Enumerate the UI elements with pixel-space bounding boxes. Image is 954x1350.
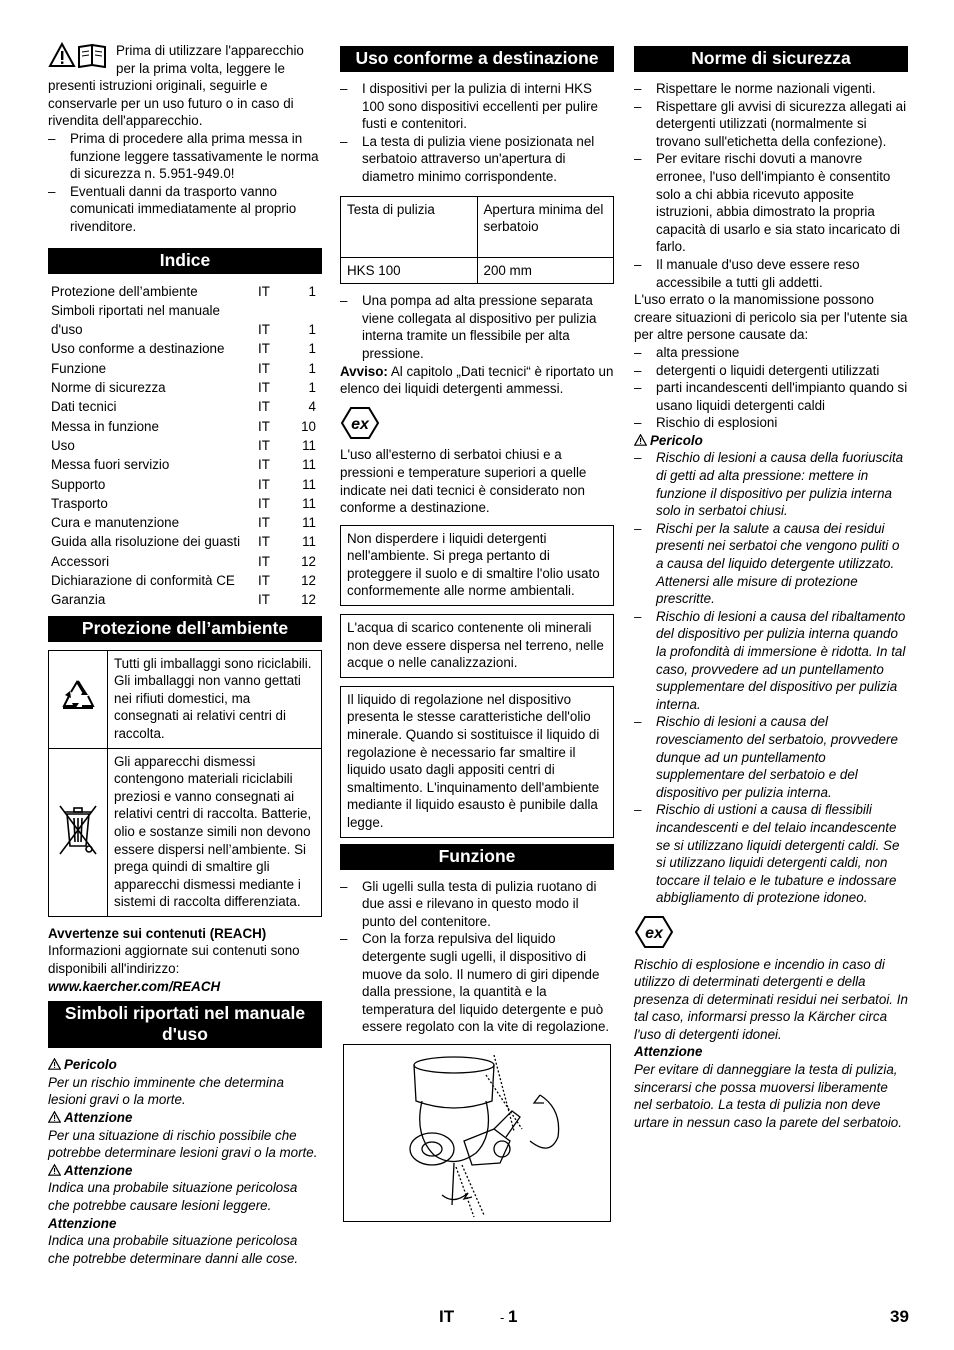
explosion-hazard-icon — [340, 406, 380, 440]
toc-lang: IT — [258, 437, 270, 453]
list-item: – Rischi per la salute a causa dei residui presenti nei serbatoi che vengono puliti o a causa del liquido detergente utilizzato. Attenersi alle misure di protezione prescritte. — [634, 520, 908, 608]
list-item: – Gli ugelli sulla testa di pulizia ruotano di due assi e rilevano in questo modo il punto del contenitore. — [340, 878, 614, 931]
intro — [48, 42, 322, 236]
column-right — [634, 42, 908, 1131]
toc-page: 1 — [308, 360, 316, 376]
recycle-icon-cell — [49, 650, 108, 748]
toc-title: Dichiarazione di conformità CE — [51, 572, 235, 588]
toc-lang: IT — [258, 380, 270, 396]
toc-lang: IT — [258, 495, 270, 511]
toc-row[interactable] — [48, 397, 322, 416]
attenzione-label: Attenzione — [634, 1044, 703, 1060]
toc-title: Protezione dell’ambiente — [51, 283, 198, 299]
symbol-label — [48, 1056, 322, 1074]
toc-title: Simboli riportati nel manuale d'uso — [51, 302, 220, 338]
symbol-label — [48, 1109, 322, 1127]
list-item: – Il manuale d'uso deve essere reso accessibile a tutti gli addetti. — [634, 256, 908, 291]
warning-manual-icon — [48, 42, 108, 68]
toc-page: 4 — [308, 399, 316, 415]
list-item: – detergenti o liquidi detergenti utilizzati — [634, 362, 908, 380]
ex-icon-wrap-2 — [634, 915, 908, 954]
toc-row[interactable] — [48, 494, 322, 513]
toc-page: 1 — [308, 283, 316, 299]
toc-title: Messa fuori servizio — [51, 457, 170, 473]
toc-row[interactable] — [48, 513, 322, 532]
toc-page: 12 — [301, 553, 316, 569]
toc-page: 1 — [308, 322, 316, 338]
toc-title: Norme di sicurezza — [51, 380, 166, 396]
toc-title: Guida alla risoluzione dei guasti — [51, 534, 241, 550]
warning-icon — [48, 1058, 61, 1070]
env-box-3: Il liquido di regolazione nel dispositivo presenta le stesse caratteristiche dell'olio minerale. Quando si sostituisce il liquido di regolazione è necessario far smaltire il liquido usato dagli appositi centri di smaltimento. L'inquinamento dell'ambiente mediante il liquido esausto è punibile dalla legge. — [340, 686, 614, 838]
section-heading-indice: Indice — [48, 248, 322, 274]
list-item: – parti incandescenti dell'impianto quando si usano liquidi detergenti caldi — [634, 379, 908, 414]
env-box-1: Non disperdere i liquidi detergenti nell'ambiente. Si prega pertanto di proteggere il suolo e di smaltire l'olio usato conformemente alle norme ambientali. — [340, 525, 614, 606]
cleaning-head-illustration — [344, 1045, 610, 1221]
avviso — [340, 363, 614, 398]
table-header-opening: Apertura minima del serbatoio — [477, 196, 614, 257]
toc-page: 1 — [308, 341, 316, 357]
warning-icon — [48, 1111, 61, 1123]
toc-title: Uso — [51, 437, 75, 453]
toc-row[interactable] — [48, 532, 322, 551]
toc-lang: IT — [258, 572, 270, 588]
section-heading-ambiente: Protezione dell’ambiente — [48, 616, 322, 642]
toc-lang: IT — [258, 399, 270, 415]
crossed-bin-icon — [55, 802, 101, 858]
list-item: – Eventuali danni da trasporto vanno comunicati immediatamente al proprio rivenditore. — [48, 183, 322, 236]
toc-lang: IT — [258, 592, 270, 608]
norme-list — [634, 80, 908, 291]
table-header-head: Testa di pulizia — [341, 196, 478, 257]
toc-title: Accessori — [51, 553, 110, 569]
toc-title: Dati tecnici — [51, 399, 117, 415]
toc-row[interactable] — [48, 282, 322, 301]
toc-title: Garanzia — [51, 592, 106, 608]
symbol-description: Indica una probabile situazione pericolosa che potrebbe causare lesioni leggere. — [48, 1180, 298, 1214]
recycle-text: Tutti gli imballaggi sono riciclabili. Gli imballaggi non vanno gettati nei rifiuti domestici, ma consegnati ai relativi centri di raccolta. — [108, 650, 322, 748]
ex-text: L'uso all'esterno di serbatoi chiusi e a pressioni e temperature superiori a quelle indicate nei dati tecnici è considerato non conforme a destinazione. — [340, 447, 587, 516]
weee-text: Gli apparecchi dismessi contengono materiali riciclabili preziosi e vanno consegnati ai relativi centri di raccolta. Batterie, olio e sostanze simili non devono essere dispersi nell’ambiente. Si prega quindi di smaltire gli apparecchi dismessi mediante i sistemi di raccolta differenziata. — [108, 748, 322, 916]
symbols-list — [48, 1056, 322, 1267]
symbol-label-text: Attenzione — [64, 1162, 133, 1178]
toc-row[interactable] — [48, 571, 322, 590]
toc-title: Trasporto — [51, 495, 108, 511]
warning-icon — [634, 434, 647, 446]
toc-row[interactable] — [48, 359, 322, 378]
uso-list-2 — [340, 292, 614, 362]
toc-page: 11 — [302, 457, 316, 473]
toc-lang: IT — [258, 515, 270, 531]
list-item: – Rischio di lesioni a causa del ribaltamento del dispositivo per pulizia interna quando la profondità di immersione è ridotta. In tal caso, provvedere ad un puntellamento supplementare del dispositivo per pulizia interna. — [634, 608, 908, 714]
uso-list — [340, 80, 614, 186]
toc-lang: IT — [258, 322, 270, 338]
reach-text: Informazioni aggiornate sui contenuti sono disponibili all'indirizzo: — [48, 943, 300, 977]
toc-row[interactable] — [48, 339, 322, 358]
attenzione-text: Per evitare di danneggiare la testa di pulizia, sincerarsi che possa muoversi liberamente nel serbatoio. La testa di pulizia non deve urtare in nessun caso la parete del serbatoio. — [634, 1062, 902, 1130]
norme-list-2 — [634, 344, 908, 432]
environment-table — [48, 650, 322, 917]
list-item: – Rischio di ustioni a causa di flessibili incandescenti e del telaio incandescente se si utilizzano liquidi detergenti caldi. Se si utilizzano liquidi detergenti caldi, non toccare il telaio e le tubature e indossare abbigliamento di protezione idoneo. — [634, 801, 908, 907]
table-cell-model: HKS 100 — [341, 257, 478, 284]
list-item: – Prima di procedere alla prima messa in funzione leggere tassativamente le norma di sicurezza n. 5.951-949.0! — [48, 130, 322, 183]
intro-list — [48, 130, 322, 236]
toc-page: 12 — [301, 592, 316, 608]
reach-link[interactable]: www.kaercher.com/REACH — [48, 978, 221, 994]
toc-page: 11 — [302, 495, 316, 511]
toc-row[interactable] — [48, 475, 322, 494]
list-item: – Rischio di esplosioni — [634, 414, 908, 432]
svg-text:ex: ex — [351, 415, 369, 433]
toc-row[interactable] — [48, 301, 322, 340]
list-item: – Rischio di lesioni a causa del rovesciamento del serbatoio, provvedere dunque ad un puntellamento supplementare del serbatoio e del dispositivo per pulizia interna. — [634, 713, 908, 801]
recycle-icon — [55, 674, 101, 720]
list-item: – I dispositivi per la pulizia di interni HKS 100 sono dispositivi eccellenti per pulire fusti e contenitori. — [340, 80, 614, 133]
toc-title: Messa in funzione — [51, 418, 159, 434]
toc-page: 11 — [302, 534, 316, 550]
norme-para: L'uso errato o la manomissione possono creare situazioni di pericolo sia per l'utente sia per altre persone causate da: — [634, 292, 908, 343]
symbol-label-text: Pericolo — [64, 1057, 117, 1073]
list-item: – Rispettare le norme nazionali vigenti. — [634, 80, 908, 98]
intro-icons — [48, 42, 110, 70]
toc-lang: IT — [258, 457, 270, 473]
warning-icon — [48, 1164, 61, 1176]
section-heading-simboli: Simboli riportati nel manuale d'uso — [48, 1001, 322, 1048]
table-of-contents — [48, 282, 322, 610]
toc-title: Funzione — [51, 360, 107, 376]
avviso-label: Avviso: — [340, 363, 388, 379]
list-item: – alta pressione — [634, 344, 908, 362]
list-item: – Per evitare rischi dovuti a manovre erronee, l'uso dell'impianto è consentito solo a chi abbia ricevuto apposite istruzioni, abbia dimostrato la propria capacità di usarlo e sia stato incaricato di farlo. — [634, 150, 908, 256]
weee-icon-cell — [49, 748, 108, 916]
toc-page: 11 — [302, 437, 316, 453]
list-item: – La testa di pulizia viene posizionata nel serbatoio attraverso un'apertura di diametro minimo corrispondente. — [340, 133, 614, 186]
list-item: – Rispettare gli avvisi di sicurezza allegati ai detergenti utilizzati (normalmente si trovano sull'etichetta della confezione). — [634, 98, 908, 151]
toc-lang: IT — [258, 553, 270, 569]
reach-title: Avvertenze sui contenuti (REACH) — [48, 925, 267, 941]
toc-lang: IT — [258, 476, 270, 492]
ex-text-2: Rischio di esplosione e incendio in caso di utilizzo di determinati detergenti e della presenza di determinati residui nei serbatoi. In tal caso, informarsi presso la Kärcher circa l'uso di detergenti idonei. — [634, 956, 908, 1042]
pericolo-label — [634, 432, 908, 450]
explosion-hazard-icon — [634, 915, 674, 949]
ex-icon-wrap — [340, 406, 614, 445]
toc-page: 10 — [301, 418, 316, 434]
toc-page: 12 — [301, 572, 316, 588]
svg-text:ex: ex — [645, 924, 663, 942]
toc-title: Cura e manutenzione — [51, 515, 180, 531]
toc-row[interactable] — [48, 590, 322, 609]
list-item: – Con la forza repulsiva del liquido detergente sugli ugelli, il dispositivo di muove da solo. Il numero di giri dipende dalla pressione, la quantità e la temperatura del liquido detergente e può essere regolato con la vite di regolazione. — [340, 930, 614, 1036]
toc-row[interactable] — [48, 455, 322, 474]
list-item: – Una pompa ad alta pressione separata viene collegata al dispositivo per pulizia interna tramite un flessibile per alta pressione. — [340, 292, 614, 362]
toc-lang: IT — [258, 360, 270, 376]
pericolo-list — [634, 449, 908, 906]
toc-row[interactable] — [48, 378, 322, 397]
opening-table — [340, 196, 614, 285]
cleaning-head-figure — [343, 1044, 611, 1222]
symbol-label — [48, 1215, 322, 1233]
symbol-label-text: Attenzione — [48, 1215, 117, 1231]
symbol-description: Per una situazione di rischio possibile che potrebbe determinare lesioni gravi o la morte. — [48, 1127, 318, 1161]
footer-page-number: 39 — [890, 1307, 909, 1326]
symbol-description: Indica una probabile situazione pericolosa che potrebbe determinare danni alle cose. — [48, 1233, 299, 1266]
symbol-label — [48, 1162, 322, 1180]
list-item: – Rischio di lesioni a causa della fuoriuscita di getti ad alta pressione: mettere in funzione il dispositivo per pulizia interna solo in serbatoi chiusi. — [634, 449, 908, 519]
toc-row[interactable] — [48, 552, 322, 571]
toc-page: 11 — [302, 476, 316, 492]
section-heading-norme: Norme di sicurezza — [634, 46, 908, 72]
funzione-list — [340, 878, 614, 1036]
symbol-label-text: Attenzione — [64, 1110, 133, 1126]
footer-lang: IT — [439, 1307, 455, 1326]
toc-lang: IT — [258, 418, 270, 434]
symbol-description: Per un rischio imminente che determina lesioni gravi o la morte. — [48, 1074, 284, 1108]
toc-title: Uso conforme a destinazione — [51, 341, 225, 357]
section-heading-uso: Uso conforme a destinazione — [340, 46, 614, 72]
toc-row[interactable] — [48, 436, 322, 455]
pericolo-label-text: Pericolo — [650, 432, 703, 448]
toc-lang: IT — [258, 534, 270, 550]
section-heading-funzione: Funzione — [340, 844, 614, 870]
intro-text: Prima di utilizzare l'apparecchio per la prima volta, leggere le presenti istruzioni originali, seguirle e conservarle per un uso futuro o in caso di rivendita dell'apparecchio. — [48, 43, 304, 129]
table-cell-size: 200 mm — [477, 257, 614, 284]
column-left — [48, 42, 322, 1267]
toc-row[interactable] — [48, 417, 322, 436]
toc-page: 11 — [302, 515, 316, 531]
toc-lang: IT — [258, 341, 270, 357]
env-box-2: L'acqua di scarico contenente oli minerali non deve essere dispersa nel terreno, nelle acque o nelle canalizzazioni. — [340, 614, 614, 678]
avviso-text: Al capitolo „Dati tecnici“ è riportato un elenco dei liquidi detergenti ammessi. — [340, 363, 614, 397]
column-middle — [340, 42, 614, 1222]
footer-subpage: - 1 — [500, 1307, 518, 1326]
toc-page: 1 — [308, 380, 316, 396]
toc-lang: IT — [258, 283, 270, 299]
toc-title: Supporto — [51, 476, 106, 492]
